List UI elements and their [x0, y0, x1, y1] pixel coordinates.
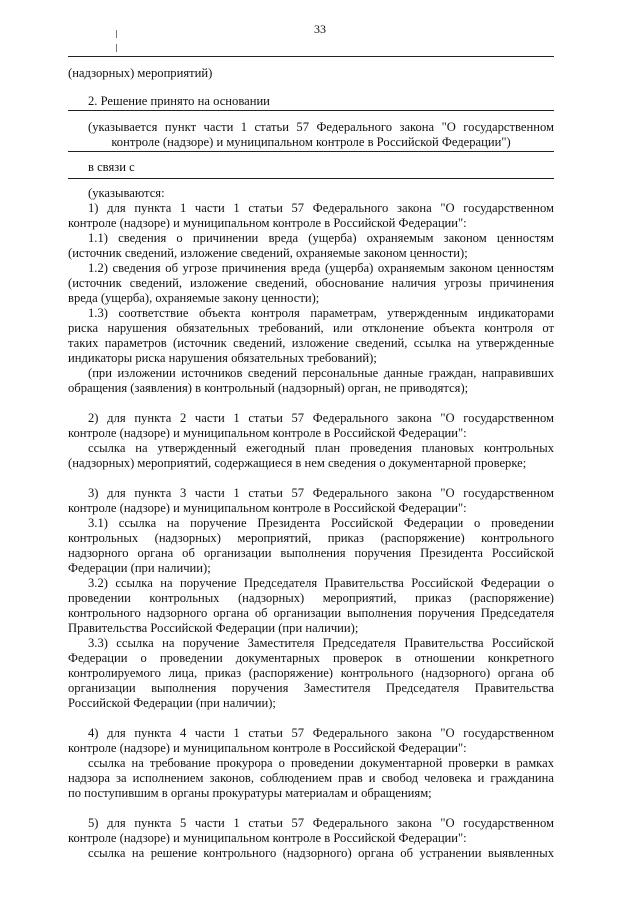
text-line: 2) для пункта 2 части 1 статьи 57 Федерального закона "О государственном [88, 411, 554, 425]
basis-footnote [68, 120, 554, 150]
text-line: 1) для пункта 1 части 1 статьи 57 Федерального закона "О государственном [88, 201, 554, 215]
text-line: 5) для пункта 5 части 1 статьи 57 Федерального закона "О государственном [88, 816, 554, 830]
text-line: 3.3) ссылка на поручение Заместителя Председателя Правительства Российской [88, 636, 554, 650]
margin-tick-top [116, 30, 117, 38]
text-line: проведении контрольных (надзорных) мероприятий, приказ (распоряжение) [68, 591, 554, 605]
text-line: Федерации о проведении документарных проверок в отношении конкретного [68, 651, 554, 665]
text-line: Правительства Российской Федерации (при наличии); [68, 621, 359, 635]
text-line: таких параметров (источник сведений, изложение сведений, ссылка на утвержденные [68, 336, 554, 350]
text-line: 1.2) сведения об угрозе причинения вреда (ущерба) охраняемым законом ценностям [88, 261, 554, 275]
text-line: (источник сведений, изложение сведений, охраняемые законом ценности); [68, 246, 468, 260]
rule-basis [68, 151, 554, 152]
text-line: ссылка на утвержденный ежегодный план проведения плановых контрольных [88, 441, 554, 455]
text-line: (при изложении источников сведений персональные данные граждан, направивших [88, 366, 554, 380]
text-line: контроле (надзоре) и муниципальном контроле в Российской Федерации": [68, 501, 467, 515]
text-line: 1.3) соответствие объекта контроля параметрам, утвержденным индикаторами [88, 306, 554, 320]
text-line: индикаторы риска нарушения обязательных требований); [68, 351, 377, 365]
text-line: 3.2) ссылка на поручение Председателя Правительства Российской Федерации о [88, 576, 554, 590]
text-line: Федерации (при наличии); [68, 561, 211, 575]
rule-top [68, 56, 554, 57]
text-line: контрольных (надзорных) мероприятий, приказ (распоряжение) контрольного [68, 531, 554, 545]
margin-tick-bottom [116, 44, 117, 52]
text-line: контроле (надзоре) и муниципальном контроле в Российской Федерации": [68, 426, 467, 440]
decision-line: 2. Решение принято на основании [88, 94, 270, 108]
rule-decision [68, 110, 554, 111]
body-text [68, 186, 554, 861]
text-line: ссылка на требование прокурора о проведении документарной проверки в рамках [88, 756, 554, 770]
text-line: организации выполнения поручения Заместителя Председателя Правительства [68, 681, 554, 695]
text-line: (источник сведений, изложение сведений, обоснование наличия угрозы причинения [68, 276, 554, 290]
text-line: вреда (ущерба), охраняемые закону ценности); [68, 291, 320, 305]
text-line: контроле (надзоре) и муниципальном контроле в Российской Федерации": [68, 216, 467, 230]
text-line: 3) для пункта 3 части 1 статьи 57 Федерального закона "О государственном [88, 486, 554, 500]
page-number: 33 [314, 22, 326, 36]
text-line: контрольного надзорного органа об организации выполнения поручения Председателя [68, 606, 554, 620]
text-line: надзора за исполнением законов, соблюдением прав и свобод человека и гражданина [68, 771, 554, 785]
text-line: контроле (надзоре) и муниципальном контроле в Российской Федерации": [68, 831, 467, 845]
text-line: (указываются: [88, 186, 165, 200]
text-line: Российской Федерации (при наличии); [68, 696, 276, 710]
text-line: обращения (заявления) в контрольный (надзорный) орган, не приводятся); [68, 381, 469, 395]
text-line: ссылка на решение контрольного (надзорного) органа об устранении выявленных [88, 846, 554, 860]
text-line: контролируемого лица, приказ (распоряжение) контрольного (надзорного) органа об [68, 666, 554, 680]
text-line: 4) для пункта 4 части 1 статьи 57 Федерального закона "О государственном [88, 726, 554, 740]
rule-due-to [68, 178, 554, 179]
text-line: надзорного органа об организации выполнения поручения Президента Российской [68, 546, 554, 560]
text-line: контроле (надзоре) и муниципальном контроле в Российской Федерации": [68, 741, 467, 755]
basis-footnote-line: контроле (надзоре) и муниципальном контроле в Российской Федерации") [111, 135, 511, 149]
header-line: (надзорных) мероприятий) [68, 66, 213, 80]
due-to-line: в связи с [88, 160, 135, 174]
text-line: 1.1) сведения о причинении вреда (ущерба) охраняемым законом ценностям [88, 231, 554, 245]
text-line: по поступившим в органы прокуратуры материалам и обращениям; [68, 786, 432, 800]
basis-footnote-line: (указывается пункт части 1 статьи 57 Федерального закона "О государственном [88, 120, 554, 134]
text-line: риска нарушения обязательных требований, или отклонение объекта контроля от [68, 321, 554, 335]
text-line: 3.1) ссылка на поручение Президента Российской Федерации о проведении [88, 516, 554, 530]
text-line: (надзорных) мероприятий, содержащиеся в нем сведения о документарной проверке; [68, 456, 527, 470]
